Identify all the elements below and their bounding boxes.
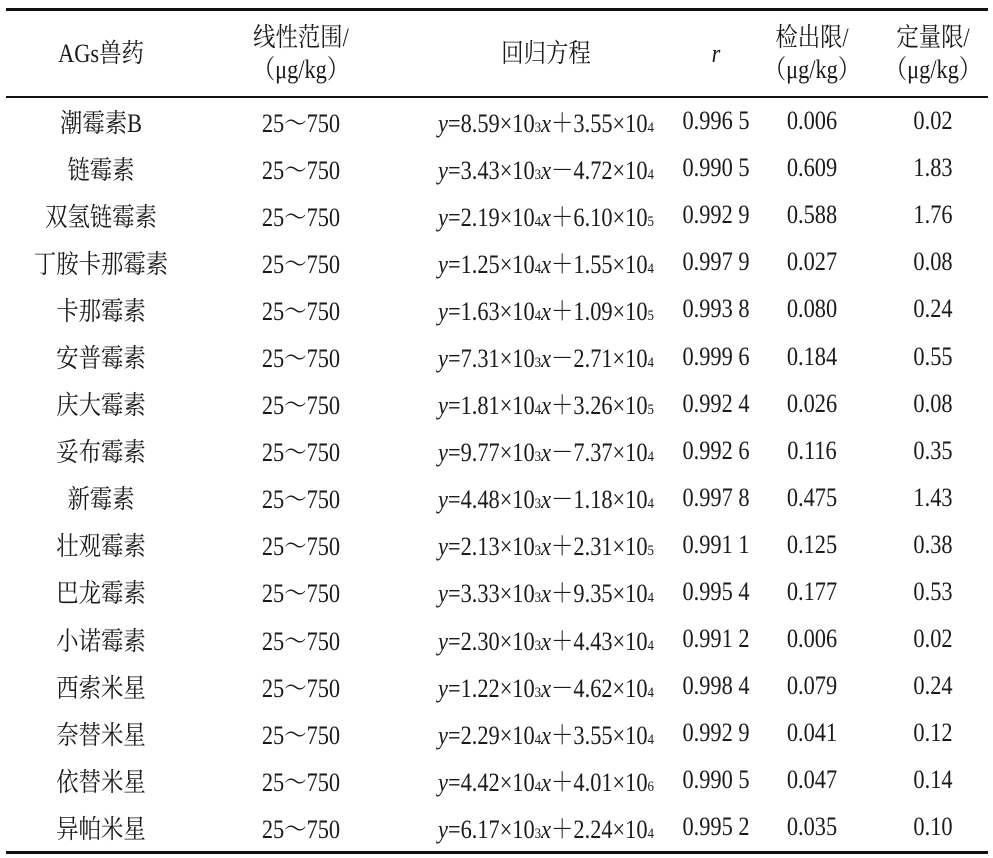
cell-loq: 0.24 (913, 294, 953, 324)
cell-name: 安普霉素 (56, 344, 146, 374)
header-range-line2: （μg/kg） (252, 54, 350, 84)
cell-range: 25～750 (261, 296, 341, 326)
cell-r: 0.991 1 (682, 529, 750, 559)
header-equation-text: 回归方程 (501, 38, 591, 68)
cell-r: 0.991 2 (682, 624, 750, 654)
cell-range: 25～750 (261, 626, 341, 656)
cell-equation: y = 3.33 × 10 3 x ＋ 9.35 × 10 4 (438, 579, 654, 609)
header-lod (755, 22, 869, 86)
cell-range: 25～750 (261, 485, 341, 515)
header-linear-range (211, 22, 392, 86)
cell-loq: 0.08 (913, 388, 953, 418)
cell-name: 新霉素 (67, 485, 135, 515)
cell-name: 庆大霉素 (56, 391, 146, 421)
cell-equation: y = 2.19 × 10 4 x ＋ 6.10 × 10 5 (438, 202, 654, 232)
cell-equation: y = 7.31 × 10 3 x － 2.71 × 10 4 (438, 344, 654, 374)
cell-range: 25～750 (261, 532, 341, 562)
table-row (6, 239, 988, 286)
header-loq (886, 22, 981, 86)
cell-lod: 0.184 (786, 341, 838, 371)
cell-lod: 0.027 (786, 247, 838, 277)
cell-equation: y = 3.43 × 10 3 x － 4.72 × 10 4 (438, 155, 654, 185)
cell-name: 妥布霉素 (56, 438, 146, 468)
cell-name: 壮观霉素 (56, 532, 146, 562)
table-row (6, 98, 988, 145)
header-loq-line1: 定量限/ (896, 22, 970, 52)
table-row (6, 710, 988, 757)
table-bottom-rule (6, 851, 988, 854)
cell-loq: 0.02 (913, 624, 953, 654)
cell-r: 0.990 5 (682, 765, 750, 795)
table-row (6, 616, 988, 663)
cell-equation: y = 4.42 × 10 4 x ＋ 4.01 × 10 6 (438, 767, 654, 797)
cell-range: 25～750 (261, 814, 341, 844)
cell-loq: 0.02 (913, 106, 953, 136)
cell-r: 0.995 2 (682, 812, 750, 842)
table-row (6, 145, 988, 192)
cell-range: 25～750 (261, 155, 341, 185)
cell-name: 奈替米星 (56, 720, 146, 750)
cell-loq: 1.83 (913, 153, 953, 183)
cell-name: 卡那霉素 (56, 296, 146, 326)
table-row (6, 663, 988, 710)
cell-loq: 1.43 (913, 482, 953, 512)
cell-loq: 0.53 (913, 576, 953, 606)
cell-equation: y = 1.63 × 10 4 x ＋ 1.09 × 10 5 (438, 296, 654, 326)
cell-equation: y = 1.81 × 10 4 x ＋ 3.26 × 10 5 (438, 391, 654, 421)
cell-loq: 0.08 (913, 247, 953, 277)
cell-lod: 0.006 (786, 624, 838, 654)
cell-lod: 0.116 (787, 435, 837, 465)
cell-name: 西索米星 (56, 673, 146, 703)
cell-equation: y = 6.17 × 10 3 x ＋ 2.24 × 10 4 (438, 814, 654, 844)
cell-name: 巴龙霉素 (56, 579, 146, 609)
header-r-text: r (711, 38, 721, 68)
cell-name: 丁胺卡那霉素 (33, 249, 169, 279)
cell-range: 25～750 (261, 344, 341, 374)
cell-range: 25～750 (261, 249, 341, 279)
cell-lod: 0.079 (786, 671, 838, 701)
header-r (690, 38, 742, 70)
header-range-line1: 线性范围/ (253, 22, 349, 52)
cell-name: 链霉素 (67, 155, 135, 185)
cell-name: 异帕米星 (56, 814, 146, 844)
cell-r: 0.998 4 (682, 671, 750, 701)
table-row (6, 474, 988, 521)
cell-equation: y = 1.25 × 10 4 x ＋ 1.55 × 10 4 (438, 249, 654, 279)
cell-loq: 0.35 (913, 435, 953, 465)
cell-loq: 0.10 (913, 812, 953, 842)
cell-r: 0.992 6 (682, 435, 750, 465)
cell-equation: y = 2.29 × 10 4 x ＋ 3.55 × 10 4 (438, 720, 654, 750)
table-row (6, 568, 988, 615)
table-row (6, 286, 988, 333)
cell-loq: 0.14 (913, 765, 953, 795)
table-row (6, 757, 988, 804)
cell-r: 0.992 4 (682, 388, 750, 418)
table-header-row (6, 11, 988, 96)
cell-equation: y = 8.59 × 10 3 x ＋ 3.55 × 10 4 (438, 108, 654, 138)
table-row (6, 804, 988, 851)
cell-range: 25～750 (261, 673, 341, 703)
table-body (6, 98, 988, 852)
cell-loq: 0.55 (913, 341, 953, 371)
cell-equation: y = 4.48 × 10 3 x － 1.18 × 10 4 (438, 485, 654, 515)
cell-lod: 0.588 (786, 200, 838, 230)
cell-lod: 0.177 (786, 576, 838, 606)
data-table (6, 8, 988, 854)
cell-r: 0.996 5 (682, 106, 750, 136)
cell-r: 0.997 8 (682, 482, 750, 512)
cell-name: 潮霉素B (60, 108, 142, 138)
cell-lod: 0.041 (786, 718, 838, 748)
cell-range: 25～750 (261, 720, 341, 750)
table-row (6, 427, 988, 474)
cell-r: 0.992 9 (682, 200, 750, 230)
table-row (6, 192, 988, 239)
cell-r: 0.995 4 (682, 576, 750, 606)
header-loq-line2: （μg/kg） (884, 54, 982, 84)
header-name (19, 38, 182, 70)
cell-name: 小诺霉素 (56, 626, 146, 656)
cell-lod: 0.035 (786, 812, 838, 842)
header-equation (426, 38, 667, 70)
cell-r: 0.997 9 (682, 247, 750, 277)
cell-lod: 0.125 (786, 529, 838, 559)
table-row (6, 380, 988, 427)
cell-lod: 0.475 (786, 482, 838, 512)
header-lod-line1: 检出限/ (775, 22, 849, 52)
cell-r: 0.990 5 (682, 153, 750, 183)
cell-lod: 0.080 (786, 294, 838, 324)
cell-equation: y = 1.22 × 10 3 x － 4.62 × 10 4 (438, 673, 654, 703)
header-name-text: AGs兽药 (58, 38, 144, 68)
cell-lod: 0.006 (786, 106, 838, 136)
table-row (6, 333, 988, 380)
cell-loq: 0.38 (913, 529, 953, 559)
header-lod-line2: （μg/kg） (763, 54, 861, 84)
cell-r: 0.999 6 (682, 341, 750, 371)
cell-equation: y = 9.77 × 10 3 x － 7.37 × 10 4 (438, 438, 654, 468)
table-row (6, 521, 988, 568)
cell-range: 25～750 (261, 438, 341, 468)
cell-loq: 0.24 (913, 671, 953, 701)
cell-lod: 0.026 (786, 388, 838, 418)
cell-range: 25～750 (261, 767, 341, 797)
cell-range: 25～750 (261, 108, 341, 138)
cell-r: 0.993 8 (682, 294, 750, 324)
cell-name: 双氢链霉素 (45, 202, 157, 232)
cell-equation: y = 2.13 × 10 3 x ＋ 2.31 × 10 5 (438, 532, 654, 562)
cell-range: 25～750 (261, 202, 341, 232)
cell-range: 25～750 (261, 391, 341, 421)
cell-name: 依替米星 (56, 767, 146, 797)
cell-lod: 0.047 (786, 765, 838, 795)
cell-lod: 0.609 (786, 153, 838, 183)
cell-range: 25～750 (261, 579, 341, 609)
cell-equation: y = 2.30 × 10 3 x ＋ 4.43 × 10 4 (438, 626, 654, 656)
cell-loq: 1.76 (913, 200, 953, 230)
cell-r: 0.992 9 (682, 718, 750, 748)
cell-loq: 0.12 (913, 718, 953, 748)
